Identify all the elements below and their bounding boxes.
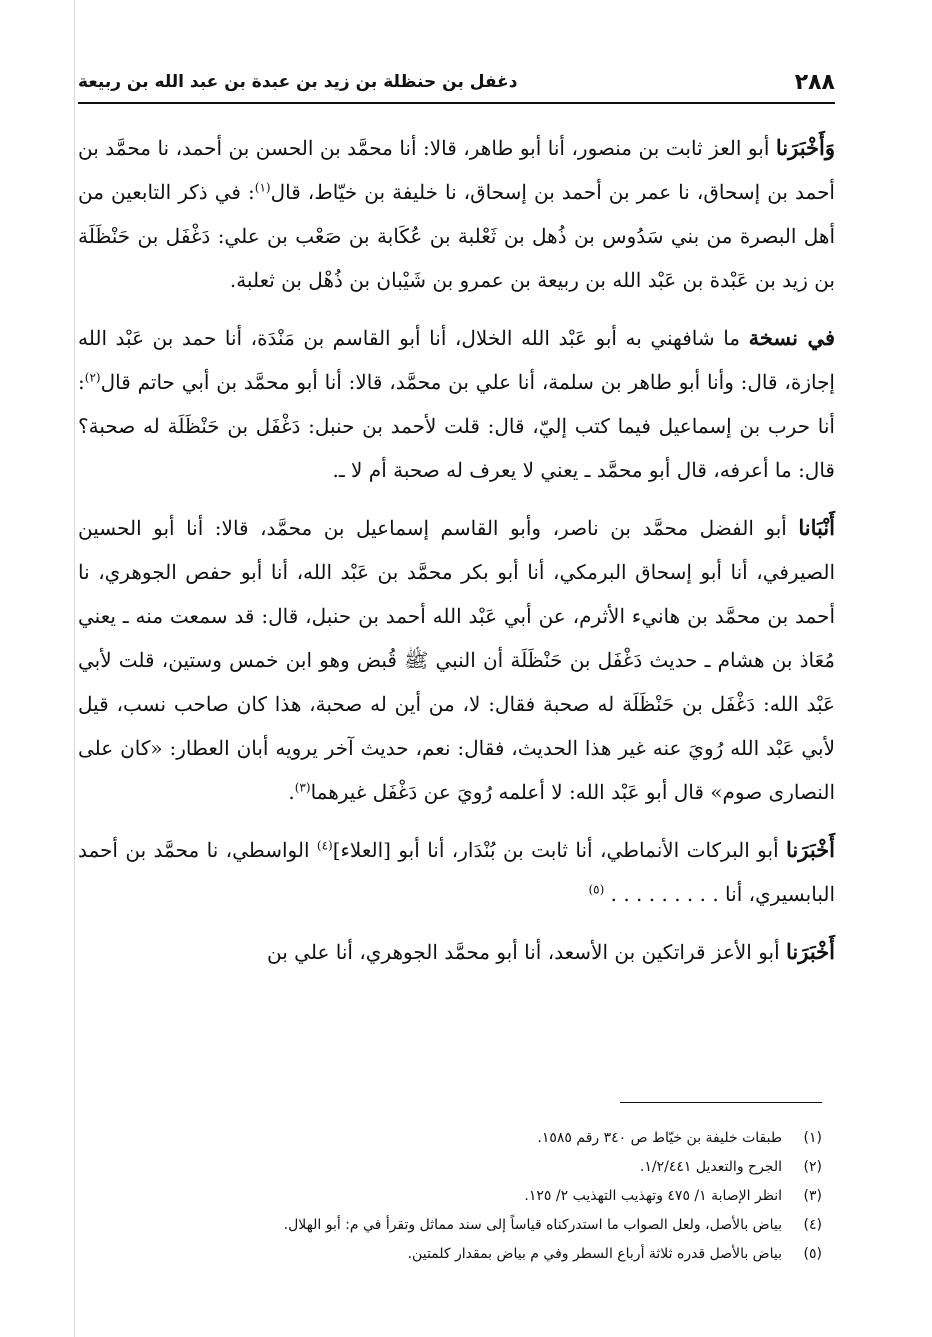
footnote-text: طبقات خليفة بن خيّاط ص ٣٤٠ رقم ١٥٨٥.: [537, 1130, 782, 1146]
paragraph-lead: وَأَخْبَرَنا: [775, 135, 835, 160]
footnote-ref: (٢): [84, 370, 101, 385]
paragraph-2: [78, 316, 835, 492]
footnote-divider: [620, 1102, 822, 1103]
footnote-number: (٣): [803, 1188, 822, 1204]
page-header: [78, 62, 835, 104]
footnote-number: (٢): [803, 1159, 822, 1175]
running-title: دغفل بن حنظلة بن زيد بن عبدة بن عبد الله بن ربيعة: [78, 72, 518, 92]
paragraph-lead: في نسخة: [748, 325, 835, 350]
paragraph-text: الواسطي، نا محمَّد بن أحمد البابسيري، أنا . . . . . . . . .: [78, 838, 835, 906]
paragraph-5: [78, 930, 835, 974]
page-number: ٢٨٨: [794, 69, 835, 95]
footnote-ref: (٣): [294, 780, 311, 795]
footnote-item: [120, 1211, 822, 1240]
paragraph-4: [78, 828, 835, 916]
paragraph-lead: أَخْبَرَنا: [786, 939, 835, 964]
footnote-ref: (٤): [316, 838, 333, 853]
footnote-number: (٥): [803, 1246, 822, 1262]
paragraph-lead: أَنْبَانا: [798, 515, 835, 540]
paragraph-lead: أَخْبَرَنا: [786, 837, 835, 862]
paragraph-1: [78, 126, 835, 302]
footnote-item: [120, 1153, 822, 1182]
footnote-item: [120, 1240, 822, 1269]
footnote-item: [120, 1182, 822, 1211]
footnote-ref: (٥): [588, 882, 605, 897]
footnote-item: [120, 1124, 822, 1153]
paragraph-text: أبو الفضل محمَّد بن ناصر، وأبو القاسم إسماعيل بن محمَّد، قالا: أنا أبو الحسين الصيرفي، أنا أبو إسحاق البرمكي، أنا أبو بكر محمَّد بن عَبْد الله، أنا أبو حفص الجوهري، نا أحمد بن محمَّد بن هانيء الأثرم، عن أبي عَبْد الله أحمد بن حنبل، قال: قد سمعت منه ـ يعني مُعَاذ بن هشام ـ حديث دَغْفَل بن حَنْظَلَة أن النبي ﷺ قُبض وهو ابن خمس وستين، قلت لأبي عَبْد الله: دَغْفَل بن حَنْظَلَة له صحبة فقال: لا، من أين له صحبة، هذا كان صاحب نسب، قيل لأبي عَبْد الله رُويَ عنه غير هذا الحديث، فقال: نعم، حديث آخر يرويه أبان العطار: «كان على النصارى صوم» قال أبو عَبْد الله: لا أعلمه رُويَ عن دَغْفَل غيرهما: [78, 516, 835, 804]
main-text: [78, 126, 835, 988]
footnote-number: (٤): [803, 1217, 822, 1233]
paragraph-text: أبو الأعز قراتكين بن الأسعد، أنا أبو محمَّد الجوهري، أنا علي بن: [267, 940, 787, 964]
footnote-text: انظر الإصابة ١/ ٤٧٥ وتهذيب التهذيب ٢/ ١٢٥.: [524, 1188, 782, 1204]
footnotes: [120, 1124, 822, 1269]
paragraph-text: : في ذكر التابعين من أهل البصرة من بني سَدُوس بن ذُهل بن ثَعْلبة بن عُكَابة بن صَعْب بن علي: دَغْفَل بن حَنْظَلَة بن زيد بن عَبْدة بن عَبْد الله بن ربيعة بن عمرو بن شَيْبان بن ذُهْل بن ثعلبة.: [78, 180, 835, 292]
scan-margin-line: [74, 0, 75, 1337]
paragraph-text: .: [288, 780, 295, 804]
paragraph-text: : أنا حرب بن إسماعيل فيما كتب إليّ، قال: قلت لأحمد بن حنبل: دَغْفَل بن حَنْظَلَة له صحبة؟ قال: ما أعرفه، قال أبو محمَّد ـ يعني لا يعرف له صحبة أم لا ـ.: [78, 370, 835, 482]
paragraph-text: ما شافهني به أبو عَبْد الله الخلال، أنا أبو القاسم بن مَنْدَة، أنا حمد بن عَبْد الله إجازة، قال: وأنا أبو طاهر بن سلمة، أنا علي بن محمَّد، قالا: أنا أبو محمَّد بن أبي حاتم قال: [78, 326, 835, 394]
footnote-ref: (١): [254, 180, 271, 195]
footnote-text: الجرح والتعديل ١/٢/٤٤١.: [639, 1159, 782, 1175]
footnote-number: (١): [803, 1130, 822, 1146]
footnote-text: بياض بالأصل، ولعل الصواب ما استدركناه قياساً إلى سند مماثل وتقرأ في م: أبو الهلال.: [283, 1217, 782, 1233]
footnote-text: بياض بالأصل قدره ثلاثة أرباع السطر وفي م بياض بمقدار كلمتين.: [407, 1246, 782, 1262]
paragraph-3: [78, 506, 835, 814]
paragraph-text: أبو البركات الأنماطي، أنا ثابت بن بُنْدَار، أنا أبو [العلاء]: [332, 838, 787, 862]
paragraph-text: أبو العز ثابت بن منصور، أنا أبو طاهر، قالا: أنا محمَّد بن الحسن بن أحمد، نا محمَّد بن أحمد بن إسحاق، نا عمر بن أحمد بن إسحاق، نا خليفة بن خيّاط، قال: [78, 136, 835, 204]
